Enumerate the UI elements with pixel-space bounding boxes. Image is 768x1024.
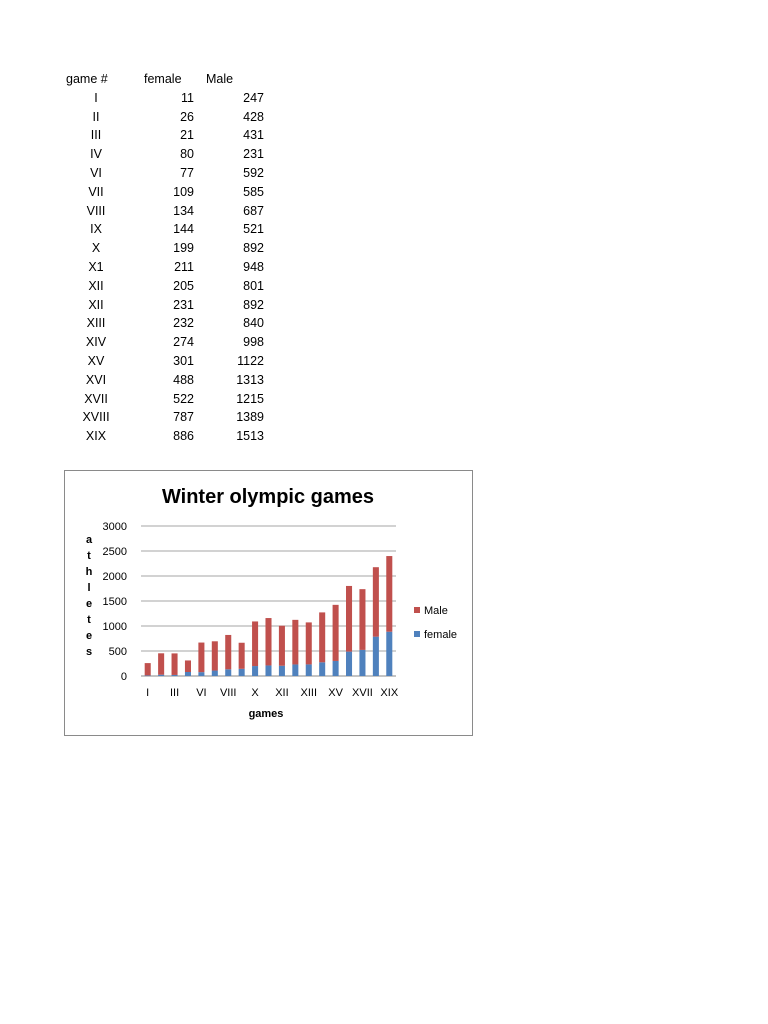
table-row [60,164,264,183]
bar-male-xiii [306,622,312,664]
bar-female-xiii [306,664,312,676]
cell-male: 1313 [236,372,264,387]
cell-female: 886 [173,429,194,444]
bar-male-iii [172,653,178,675]
table-row [60,239,264,258]
cell-game: III [90,128,102,143]
x-tick-label: VI [196,687,207,699]
cell-game: XVII [84,391,108,406]
y-axis-label-letter: e [85,598,93,610]
cell-female: 77 [180,165,194,180]
y-axis-label-letter: h [85,566,93,578]
x-tick-labels [146,687,399,699]
cell-game: II [92,109,100,124]
bar-male-ii [158,653,164,674]
y-tick-label: 0 [120,671,127,683]
cell-game: X [91,241,101,256]
y-axis-label-letter: l [87,582,91,594]
bar-female-x1 [265,665,271,676]
header-male: Male [206,72,234,86]
cell-male: 1389 [236,410,264,425]
x-axis-label: games [248,708,284,720]
cell-female: 144 [173,222,194,237]
x-tick-label: XV [328,687,343,699]
y-axis-label-letter: e [85,630,93,642]
cell-male: 840 [243,316,264,331]
bar-male-ix [239,643,245,669]
cell-female: 109 [173,184,194,199]
cell-game: X1 [88,259,104,274]
bar-male-xv [333,605,339,661]
bar-female-x [252,666,258,676]
cell-game: XIII [86,316,106,331]
table-body [60,89,264,446]
bar-female-xviii [373,637,379,676]
cell-male: 801 [243,278,264,293]
bar-female-vii [212,671,218,676]
cell-game: IV [90,147,102,162]
legend [414,605,457,641]
cell-male: 948 [243,259,264,274]
cell-game: VII [88,184,104,199]
bar-female-ix [239,669,245,676]
cell-male: 231 [243,147,264,162]
data-table [60,70,264,446]
table-row [60,145,264,164]
cell-female: 211 [174,259,194,274]
cell-game: IX [90,222,102,237]
cell-male: 592 [243,165,264,180]
cell-male: 247 [243,90,264,105]
cell-game: XIX [85,429,107,444]
y-axis-label-letter: s [85,646,93,658]
y-tick-label: 500 [108,646,127,658]
cell-game: VI [90,165,102,180]
bar-male-i [145,663,151,675]
legend-swatch-female [414,631,420,637]
x-tick-label: III [169,687,180,699]
cell-male: 431 [243,128,264,143]
bar-female-xvii [359,650,365,676]
bar-male-xiv [319,612,325,662]
cell-female: 26 [180,109,194,124]
table-row [60,314,264,333]
bar-female-xv [333,661,339,676]
legend-swatch-male [414,607,420,613]
bar-male-xii [279,626,285,666]
x-tick-label: X [251,687,259,699]
cell-female: 21 [180,128,194,143]
cell-female: 199 [173,241,194,256]
table-row [60,333,264,352]
bar-female-iv [185,672,191,676]
x-tick-label: XII [275,687,289,699]
x-tick-label: XVII [352,687,373,699]
bar-female-xii [292,664,298,676]
x-tick-label: XIX [380,687,399,699]
bar-female-ii [158,675,164,676]
cell-female: 205 [173,278,194,293]
bar-female-vi [198,672,204,676]
bar-male-viii [225,635,231,669]
bar-male-xii [292,620,298,665]
bar-female-xiv [319,662,325,676]
cell-game: XVI [85,372,107,387]
bar-male-x1 [265,618,271,665]
table-row [60,126,264,145]
bar-male-x [252,621,258,666]
bar-female-viii [225,669,231,676]
table-row [60,202,264,221]
table-row [60,296,264,315]
x-tick-label: XIII [300,687,318,699]
bar-female-i [145,675,151,676]
header-female: female [144,72,182,86]
table-row [60,371,264,390]
cell-game: XV [87,353,105,368]
cell-female: 80 [180,147,194,162]
header-game: game # [66,72,108,86]
cell-male: 687 [243,203,264,218]
stacked-bar-chart [65,471,472,735]
table-row [60,427,264,446]
bar-male-vi [198,643,204,673]
bar-male-xvi [346,586,352,652]
cell-game: I [94,90,98,105]
cell-game: VIII [86,203,106,218]
cell-male: 1513 [236,429,264,444]
table-row [60,108,264,127]
bar-female-iii [172,675,178,676]
y-tick-label: 1000 [102,621,127,633]
cell-female: 301 [173,353,194,368]
y-tick-label: 1500 [102,596,127,608]
cell-male: 892 [243,297,264,312]
chart-frame [64,470,473,736]
cell-female: 11 [181,90,194,105]
x-tick-label: VIII [219,687,237,699]
bar-male-xvii [359,589,365,650]
cell-game: XIV [85,335,107,350]
table-row [60,220,264,239]
bar-female-xii [279,666,285,676]
y-tick-label: 2500 [102,546,127,558]
legend-label-female: female [424,629,458,641]
table-row [60,408,264,427]
bar-female-xvi [346,652,352,676]
table-header-row [60,70,264,89]
bars [145,556,393,676]
y-axis-label-letter: t [87,550,91,562]
table-row [60,89,264,108]
cell-female: 231 [173,297,194,312]
cell-male: 892 [243,241,264,256]
bar-male-vii [212,641,218,670]
y-axis-label-letter: t [87,614,91,626]
cell-male: 521 [243,222,264,237]
cell-male: 1215 [236,391,264,406]
legend-label-male: Male [424,605,448,617]
chart-title: Winter olympic games [161,486,375,508]
cell-male: 1122 [237,353,264,368]
y-axis-label [86,534,93,658]
x-tick-label: I [146,687,150,699]
cell-male: 428 [243,109,264,124]
bar-male-iv [185,660,191,672]
y-tick-label: 2000 [102,571,127,583]
cell-male: 585 [243,184,264,199]
bar-male-xviii [373,567,379,636]
cell-female: 232 [173,316,194,331]
table-row [60,277,264,296]
table-row [60,352,264,371]
table-row [60,390,264,409]
table-row [60,258,264,277]
cell-game: XII [88,297,104,312]
cell-female: 134 [173,203,194,218]
cell-female: 787 [173,410,194,425]
cell-game: XII [88,278,104,293]
y-tick-labels [103,521,127,683]
cell-male: 998 [243,335,264,350]
cell-female: 488 [173,372,194,387]
cell-female: 522 [173,391,194,406]
y-axis-label-letter: a [85,534,93,546]
bar-male-xix [386,556,392,632]
bar-female-xix [386,632,392,676]
y-tick-label: 3000 [102,521,127,533]
table-row [60,183,264,202]
cell-female: 274 [173,335,194,350]
cell-game: XVIII [82,410,110,425]
